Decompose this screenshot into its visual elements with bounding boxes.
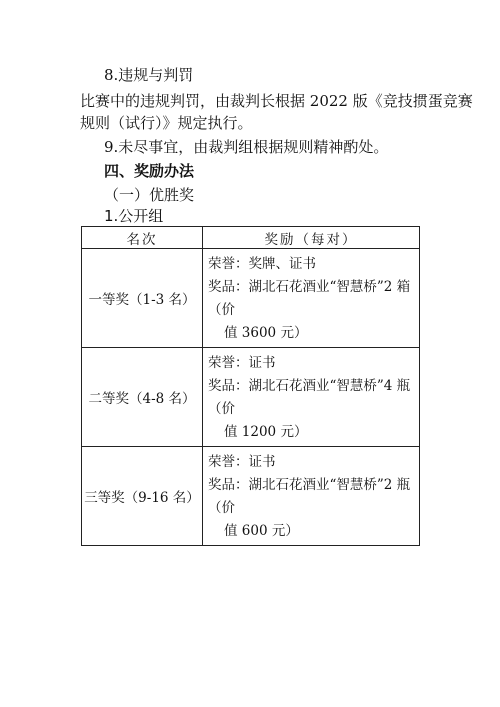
prize-cell xyxy=(203,447,420,546)
subsection-heading: （一）优胜奖 xyxy=(104,186,195,204)
table-row xyxy=(82,249,420,348)
prize-text-line-2: 值 1200 元） xyxy=(224,424,308,440)
honor-text: 荣誉：奖牌、证书 xyxy=(208,256,316,272)
group-title: 1.公开组 xyxy=(104,207,164,225)
rule-8-body-line-2: 规则（试行）》规定执行。 xyxy=(80,114,253,132)
honor-text: 荣誉：证书 xyxy=(208,454,276,470)
prize-cell xyxy=(203,249,420,348)
rank-cell: 二等奖（4-8 名） xyxy=(82,348,203,447)
rule-8-body-line-1: 比赛中的违规判罚，由裁判长根据 2022 版《竞技掼蛋竞赛 xyxy=(80,92,473,110)
prize-text-line-2: 值 3600 元） xyxy=(224,325,308,341)
prize-text-line-1: 奖品：湖北石花酒业“智慧桥”4 瓶（价 xyxy=(208,378,411,417)
table-header-row xyxy=(82,227,420,249)
table-row xyxy=(82,348,420,447)
awards-table xyxy=(81,226,420,546)
section-heading: 四、奖励办法 xyxy=(104,162,195,180)
column-header-rank: 名次 xyxy=(82,227,203,249)
prize-text-line-1: 奖品：湖北石花酒业“智慧桥”2 瓶（价 xyxy=(208,477,411,516)
column-header-award: 奖励（每对） xyxy=(203,227,420,249)
rule-9-text: 9.未尽事宜，由裁判组根据规则精神酌处。 xyxy=(104,138,389,156)
rule-8-heading: 8.违规与判罚 xyxy=(104,66,194,84)
prize-text-line-1: 奖品：湖北石花酒业“智慧桥”2 箱（价 xyxy=(208,279,411,318)
prize-text-line-2: 值 600 元） xyxy=(224,523,299,539)
rank-cell: 三等奖（9-16 名） xyxy=(82,447,203,546)
table-row xyxy=(82,447,420,546)
honor-text: 荣誉：证书 xyxy=(208,355,276,371)
prize-cell xyxy=(203,348,420,447)
rank-cell: 一等奖（1-3 名） xyxy=(82,249,203,348)
